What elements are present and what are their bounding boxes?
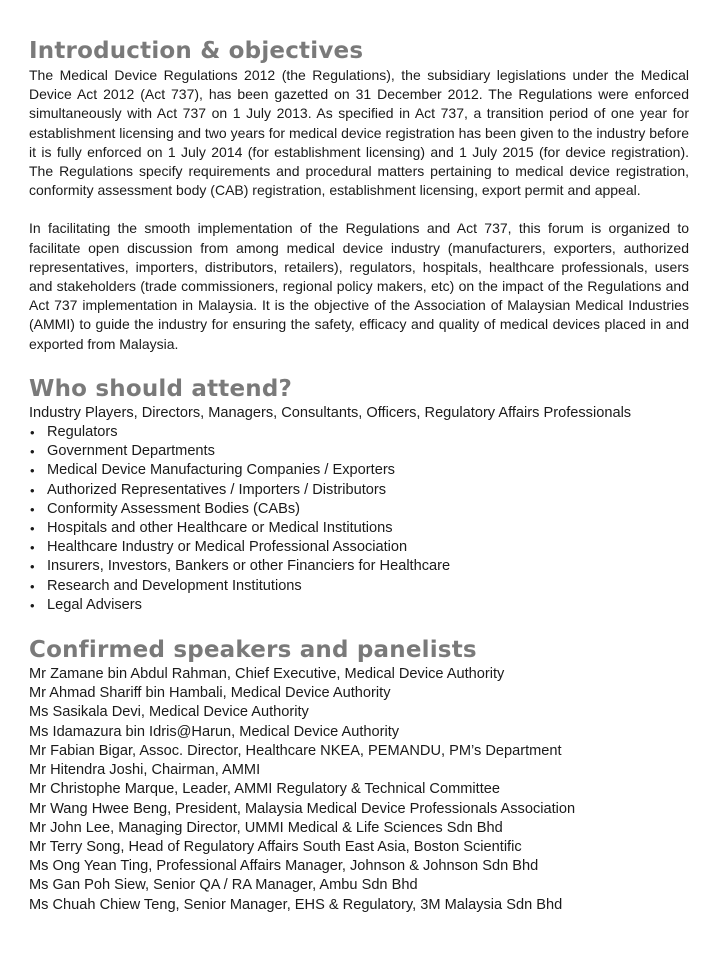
speaker-item: Ms Idamazura bin Idris@Harun, Medical Device Authority xyxy=(29,723,400,740)
speaker-item: Mr Hitendra Joshi, Chairman, AMMI xyxy=(29,762,261,779)
attend-lead: Industry Players, Directors, Managers, Consultants, Officers, Regulatory Affairs Professionals xyxy=(29,404,632,421)
list-item: • Regulators xyxy=(29,423,689,442)
speakers-section xyxy=(29,635,689,915)
list-item: • Healthcare Industry or Medical Professional Association xyxy=(29,538,689,557)
intro-paragraph-1: The Medical Device Regulations 2012 (the Regulations), the subsidiary legislations under the Medical Device Act 2012 (Act 737), has been gazetted on 31 December 2012. The Regulations were enforced simultaneously with Act 737 on 1 July 2013. As specified in Act 737, a transition period of one year for establishment licensing and two years for medical device registration has been given to the industry before it is fully enforced on 1 July 2014 (for establishment licensing) and 1 July 2015 (for device registration). The Regulations specify requirements and procedural matters pertaining to medical device registration, conformity assessment body (CAB) registration, establishment licensing, export permit and appeal. xyxy=(29,67,689,199)
bullet-icon: • xyxy=(30,463,35,479)
intro-section xyxy=(29,36,689,354)
list-item: • Legal Advisers xyxy=(29,596,689,615)
bullet-icon: • xyxy=(30,559,35,575)
speaker-item: Mr Terry Song, Head of Regulatory Affairs South East Asia, Boston Scientific xyxy=(29,838,522,855)
attend-section xyxy=(29,374,689,615)
list-item: • Hospitals and other Healthcare or Medical Institutions xyxy=(29,519,689,538)
speaker-item: Mr Fabian Bigar, Assoc. Director, Healthcare NKEA, PEMANDU, PM’s Department xyxy=(29,742,562,759)
list-item: • Medical Device Manufacturing Companies / Exporters xyxy=(29,461,689,480)
list-item: • Authorized Representatives / Importers / Distributors xyxy=(29,481,689,500)
speaker-item: Mr John Lee, Managing Director, UMMI Medical & Life Sciences Sdn Bhd xyxy=(29,819,503,836)
bullet-icon: • xyxy=(30,540,35,556)
bullet-icon: • xyxy=(30,482,35,498)
speaker-item: Mr Zamane bin Abdul Rahman, Chief Executive, Medical Device Authority xyxy=(29,666,505,683)
speaker-item: Mr Ahmad Shariff bin Hambali, Medical Device Authority xyxy=(29,685,391,702)
speaker-item: Ms Sasikala Devi, Medical Device Authority xyxy=(29,704,309,721)
list-item: • Government Departments xyxy=(29,442,689,461)
bullet-icon: • xyxy=(30,597,35,613)
speaker-item: Mr Wang Hwee Beng, President, Malaysia Medical Device Professionals Association xyxy=(29,800,576,817)
list-item: • Research and Development Institutions xyxy=(29,577,689,596)
bullet-icon: • xyxy=(30,425,35,441)
list-item: • Conformity Assessment Bodies (CABs) xyxy=(29,500,689,519)
speaker-item: Ms Chuah Chiew Teng, Senior Manager, EHS & Regulatory, 3M Malaysia Sdn Bhd xyxy=(29,896,563,913)
document-page xyxy=(29,36,689,915)
bullet-icon: • xyxy=(30,444,35,460)
intro-paragraph-2: In facilitating the smooth implementation of the Regulations and Act 737, this forum is organized to facilitate open discussion from among medical device industry (manufacturers, exporters, authorized representatives, importers, distributors, retailers), regulators, hospitals, healthcare professionals, users and stakeholders (trade commissioners, regional policy makers, etc) on the impact of the Regulations and Act 737 implementation in Malaysia. It is the objective of the Association of Malaysian Medical Industries (AMMI) to guide the industry for ensuring the safety, efficacy and quality of medical devices placed in and exported from Malaysia. xyxy=(29,220,689,352)
bullet-icon: • xyxy=(30,501,35,517)
attend-list xyxy=(29,423,689,615)
attend-heading: Who should attend? xyxy=(29,375,293,402)
speakers-heading: Confirmed speakers and panelists xyxy=(29,637,477,664)
speakers-list xyxy=(29,665,689,915)
bullet-icon: • xyxy=(30,578,35,594)
list-item: • Insurers, Investors, Bankers or other Financiers for Healthcare xyxy=(29,557,689,576)
speaker-item: Mr Christophe Marque, Leader, AMMI Regulatory & Technical Committee xyxy=(29,781,500,798)
bullet-icon: • xyxy=(30,521,35,537)
speaker-item: Ms Gan Poh Siew, Senior QA / RA Manager, Ambu Sdn Bhd xyxy=(29,877,418,894)
intro-heading: Introduction & objectives xyxy=(29,38,364,64)
speaker-item: Ms Ong Yean Ting, Professional Affairs Manager, Johnson & Johnson Sdn Bhd xyxy=(29,858,539,875)
